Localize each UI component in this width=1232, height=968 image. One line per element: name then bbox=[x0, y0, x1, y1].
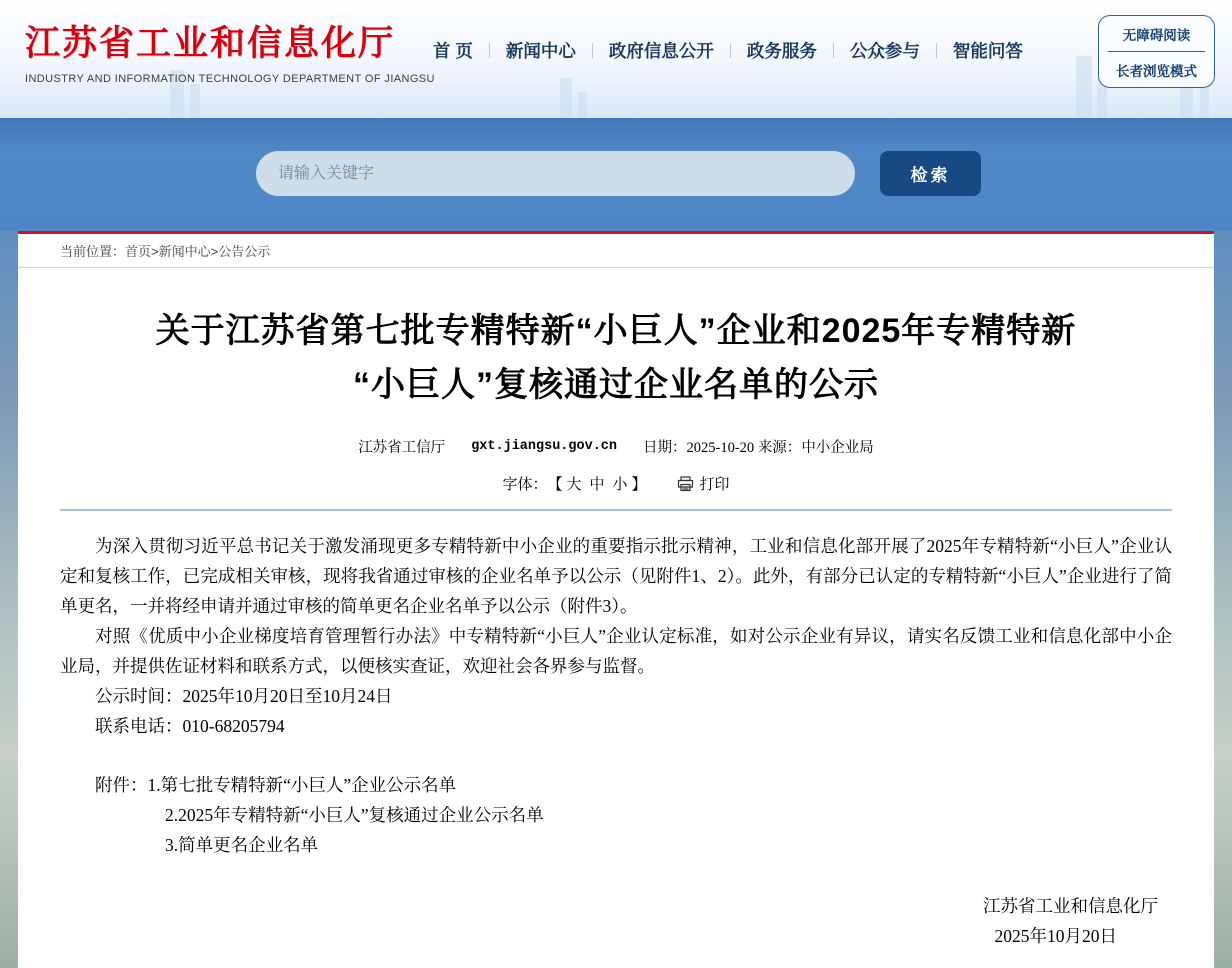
paragraph: 为深入贯彻习近平总书记关于激发涌现更多专精特新中小企业的重要指示批示精神，工业和信息化部开展了2025年专精特新“小巨人”企业认定和复核工作，已完成相关审核，现将我省通过审核的企业名单予以公示（见附件1、2）。此外，有部分已认定的专精特新“小巨人”企业进行了简单更名，一并将经申请并通过审核的简单更名企业名单予以公示（附件3）。 bbox=[60, 536, 1172, 616]
attachments-list bbox=[60, 770, 1172, 860]
paragraph: 对照《优质中小企业梯度培育管理暂行办法》中专精特新“小巨人”企业认定标准，如对公示企业有异议，请实名反馈工业和信息化部中小企业局，并提供佐证材料和联系方式，以便核实查证，欢迎社会各界参与监督。 bbox=[60, 626, 1172, 676]
accessible-reading-button[interactable]: 无障碍阅读 bbox=[1122, 27, 1191, 43]
nav-item-participation[interactable]: 公众参与 bbox=[849, 41, 920, 61]
logo-title: 江苏省工业和信息化厅 bbox=[25, 24, 396, 63]
font-size-label: 字体： bbox=[502, 477, 548, 493]
nav-separator bbox=[936, 43, 937, 58]
print-button[interactable] bbox=[677, 473, 730, 494]
print-label: 打印 bbox=[699, 477, 730, 493]
meta-origin-label: 来源： bbox=[757, 440, 802, 456]
site-header bbox=[0, 0, 1232, 118]
attachment-item-2[interactable]: 2.2025年专精特新“小巨人”复核通过企业公示名单 bbox=[165, 805, 544, 825]
signature-date: 2025年10月20日 bbox=[994, 926, 1117, 946]
attachment-item-1[interactable] bbox=[60, 770, 1172, 800]
accessibility-box bbox=[1098, 15, 1215, 88]
breadcrumb-path[interactable]: 首页>新闻中心>公告公示 bbox=[125, 244, 271, 259]
breadcrumb bbox=[18, 234, 1214, 268]
font-size-small[interactable]: 小 bbox=[612, 477, 628, 493]
publicity-period: 公示时间：2025年10月20日至10月24日 bbox=[95, 686, 393, 706]
meta-source-org: 江苏省工信厅 bbox=[358, 440, 446, 456]
meta-origin-value: 中小企业局 bbox=[801, 440, 874, 456]
font-size-medium[interactable]: 中 bbox=[589, 477, 605, 493]
nav-item-news[interactable]: 新闻中心 bbox=[505, 41, 576, 61]
nav-separator bbox=[489, 43, 490, 58]
breadcrumb-label: 当前位置： bbox=[60, 244, 126, 259]
meta-date-value: 2025-10-20 bbox=[686, 440, 755, 456]
signature-block bbox=[60, 891, 1172, 951]
search-band bbox=[0, 118, 1232, 231]
nav-item-smart-qa[interactable]: 智能问答 bbox=[952, 41, 1023, 61]
article-meta bbox=[18, 436, 1214, 457]
printer-icon bbox=[677, 476, 694, 492]
content-panel bbox=[18, 231, 1214, 968]
attachments-label: 附件： bbox=[95, 775, 148, 795]
contact-phone: 联系电话：010-68205794 bbox=[95, 716, 285, 736]
search-input[interactable] bbox=[256, 151, 855, 196]
nav-separator bbox=[833, 43, 834, 58]
nav-item-home[interactable]: 首 页 bbox=[433, 41, 473, 61]
nav-item-services[interactable]: 政务服务 bbox=[746, 41, 817, 61]
font-size-large[interactable]: 大 bbox=[566, 477, 582, 493]
elder-mode-button[interactable]: 长者浏览模式 bbox=[1116, 63, 1197, 79]
signature-org: 江苏省工业和信息化厅 bbox=[983, 896, 1158, 916]
site-logo[interactable] bbox=[25, 16, 435, 85]
main-nav bbox=[433, 38, 1023, 63]
meta-site-url: gxt.jiangsu.gov.cn bbox=[471, 439, 618, 454]
font-bracket-open: 【 bbox=[547, 477, 563, 493]
attachment-1-title: 1.第七批专精特新“小巨人”企业公示名单 bbox=[147, 775, 457, 795]
search-button[interactable]: 检索 bbox=[880, 151, 981, 196]
page-title-line2: “小巨人”复核通过企业名单的公示 bbox=[353, 366, 879, 404]
nav-item-gov-info[interactable]: 政府信息公开 bbox=[608, 41, 714, 61]
article-divider bbox=[60, 509, 1172, 511]
nav-separator bbox=[592, 43, 593, 58]
meta-date bbox=[643, 436, 874, 457]
font-bracket-close: 】 bbox=[631, 477, 647, 493]
nav-separator bbox=[730, 43, 731, 58]
article-body bbox=[60, 531, 1172, 951]
logo-subtitle: INDUSTRY AND INFORMATION TECHNOLOGY DEPARTMENT OF JIANGSU bbox=[25, 73, 435, 85]
meta-date-label: 日期： bbox=[643, 440, 687, 456]
page-title bbox=[68, 304, 1164, 412]
fontbar bbox=[18, 473, 1214, 494]
page-title-line1: 关于江苏省第七批专精特新“小巨人”企业和2025年专精特新 bbox=[155, 312, 1077, 350]
attachment-item-3[interactable]: 3.简单更名企业名单 bbox=[165, 835, 319, 855]
